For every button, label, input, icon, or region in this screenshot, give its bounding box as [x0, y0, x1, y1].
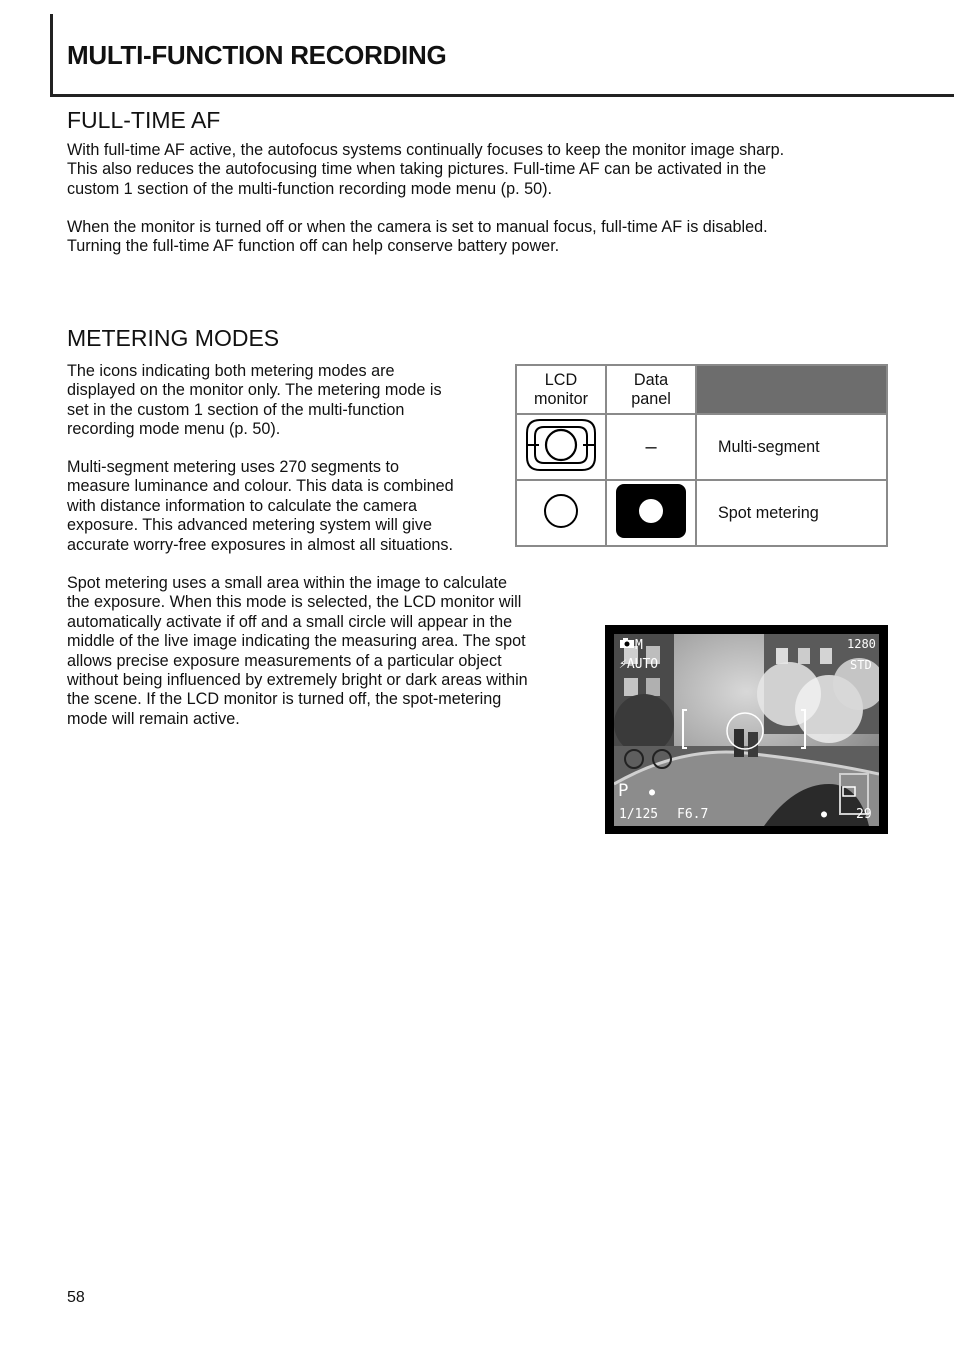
text-line: set in the custom 1 section of the multi-function: [67, 400, 405, 419]
header-text: LCD: [544, 370, 578, 389]
spot-metering-icon: [541, 491, 581, 531]
aperture-readout: F6.7: [677, 807, 709, 822]
text-line: with distance information to calculate the camera: [67, 496, 418, 515]
text-line: the exposure. When this mode is selected, the LCD monitor will: [67, 593, 522, 612]
text-line: accurate worry-free exposures in almost all situations.: [67, 535, 453, 554]
flash-mode-indicator: [619, 658, 658, 672]
metering-modes-paragraph-3: [67, 574, 528, 729]
text-line: automatically activate if off and a small circle will appear in the: [67, 612, 513, 631]
header-text: panel: [631, 389, 671, 408]
flash-mode-text: AUTO: [626, 657, 659, 672]
text-line: mode will remain active.: [67, 709, 240, 728]
text-line: The icons indicating both metering modes are: [67, 362, 395, 380]
metering-modes-paragraph-2: [67, 458, 454, 555]
mode-name-cell: [696, 414, 887, 480]
camera-m-icon: M: [619, 637, 643, 653]
text-line: custom 1 section of the multi-function recording mode menu (p. 50).: [67, 179, 552, 198]
quality-indicator: STD: [850, 658, 872, 672]
full-time-af-paragraph-1: [67, 141, 784, 199]
header-bottom-rule: [50, 94, 954, 97]
lcd-icon-cell: [516, 480, 606, 546]
metering-modes-heading: METERING MODES: [67, 325, 280, 351]
full-time-af-paragraph-2: [67, 218, 768, 257]
flash-icon: ⚡: [619, 657, 627, 672]
mode-name-cell: [696, 480, 887, 546]
text-line: This also reduces the autofocusing time when taking pictures. Full-time AF can be activated in the: [67, 160, 767, 179]
header-text: Data: [633, 370, 669, 389]
lcd-icon-cell: [516, 414, 606, 480]
table-header-row: [516, 365, 887, 414]
text-line: without being influenced by extremely bright or dark areas within: [67, 671, 528, 690]
full-time-af-heading: FULL-TIME AF: [67, 107, 221, 133]
focus-signal-icon: ●: [821, 809, 828, 820]
header-lcd-monitor: [516, 365, 606, 414]
text-line: allows precise exposure measurements of a particular object: [67, 651, 502, 670]
page-number: 58: [67, 1289, 85, 1306]
lcd-monitor-screen: [605, 625, 888, 834]
header-blank: [696, 365, 887, 414]
table-row: [516, 414, 887, 480]
spot-metering-panel-icon: [615, 483, 687, 539]
mode-name: Spot metering: [718, 503, 819, 522]
table-row: [516, 480, 887, 546]
camera-icon: [619, 637, 635, 649]
text-line: When the monitor is turned off or when the camera is set to manual focus, full-time AF is disabled.: [67, 218, 768, 236]
header-left-rule: [50, 14, 53, 96]
mode-name: Multi-segment: [718, 437, 820, 456]
single-frame-icon: [842, 786, 856, 797]
text-line: Spot metering uses a small area within the image to calculate: [67, 574, 507, 592]
drive-mode-icon: [842, 786, 856, 801]
text-line: exposure. This advanced metering system will give: [67, 516, 432, 535]
frame-counter: 29: [856, 807, 872, 822]
dash-symbol: –: [645, 435, 657, 458]
exposure-mode-indicator: P: [618, 781, 629, 801]
text-line: middle of the live image indicating the measuring area. The spot: [67, 632, 526, 651]
text-line: recording mode menu (p. 50).: [67, 420, 281, 439]
text-line: measure luminance and colour. This data is combined: [67, 477, 454, 496]
header-data-panel: [606, 365, 696, 414]
text-line: With full-time AF active, the autofocus systems continually focuses to keep the monitor image sharp.: [67, 141, 785, 159]
text-line: displayed on the monitor only. The metering mode is: [67, 381, 442, 400]
multi-segment-metering-icon: [523, 416, 599, 474]
page-title: MULTI-FUNCTION RECORDING: [67, 40, 447, 70]
data-panel-cell: [606, 414, 696, 480]
image-size-indicator: 1280: [847, 637, 876, 651]
metering-modes-paragraph-1: [67, 362, 442, 440]
spot-metering-indicator-icon: ●: [649, 787, 656, 798]
metering-modes-table: [515, 364, 888, 547]
header-text: monitor: [534, 389, 588, 408]
shutter-speed-readout: 1/125: [619, 807, 659, 822]
data-panel-cell: [606, 480, 696, 546]
text-line: Turning the full-time AF function off can help conserve battery power.: [67, 237, 560, 256]
text-line: the scene. If the LCD monitor is turned off, the spot-metering: [67, 690, 502, 709]
text-line: Multi-segment metering uses 270 segments to: [67, 458, 400, 476]
